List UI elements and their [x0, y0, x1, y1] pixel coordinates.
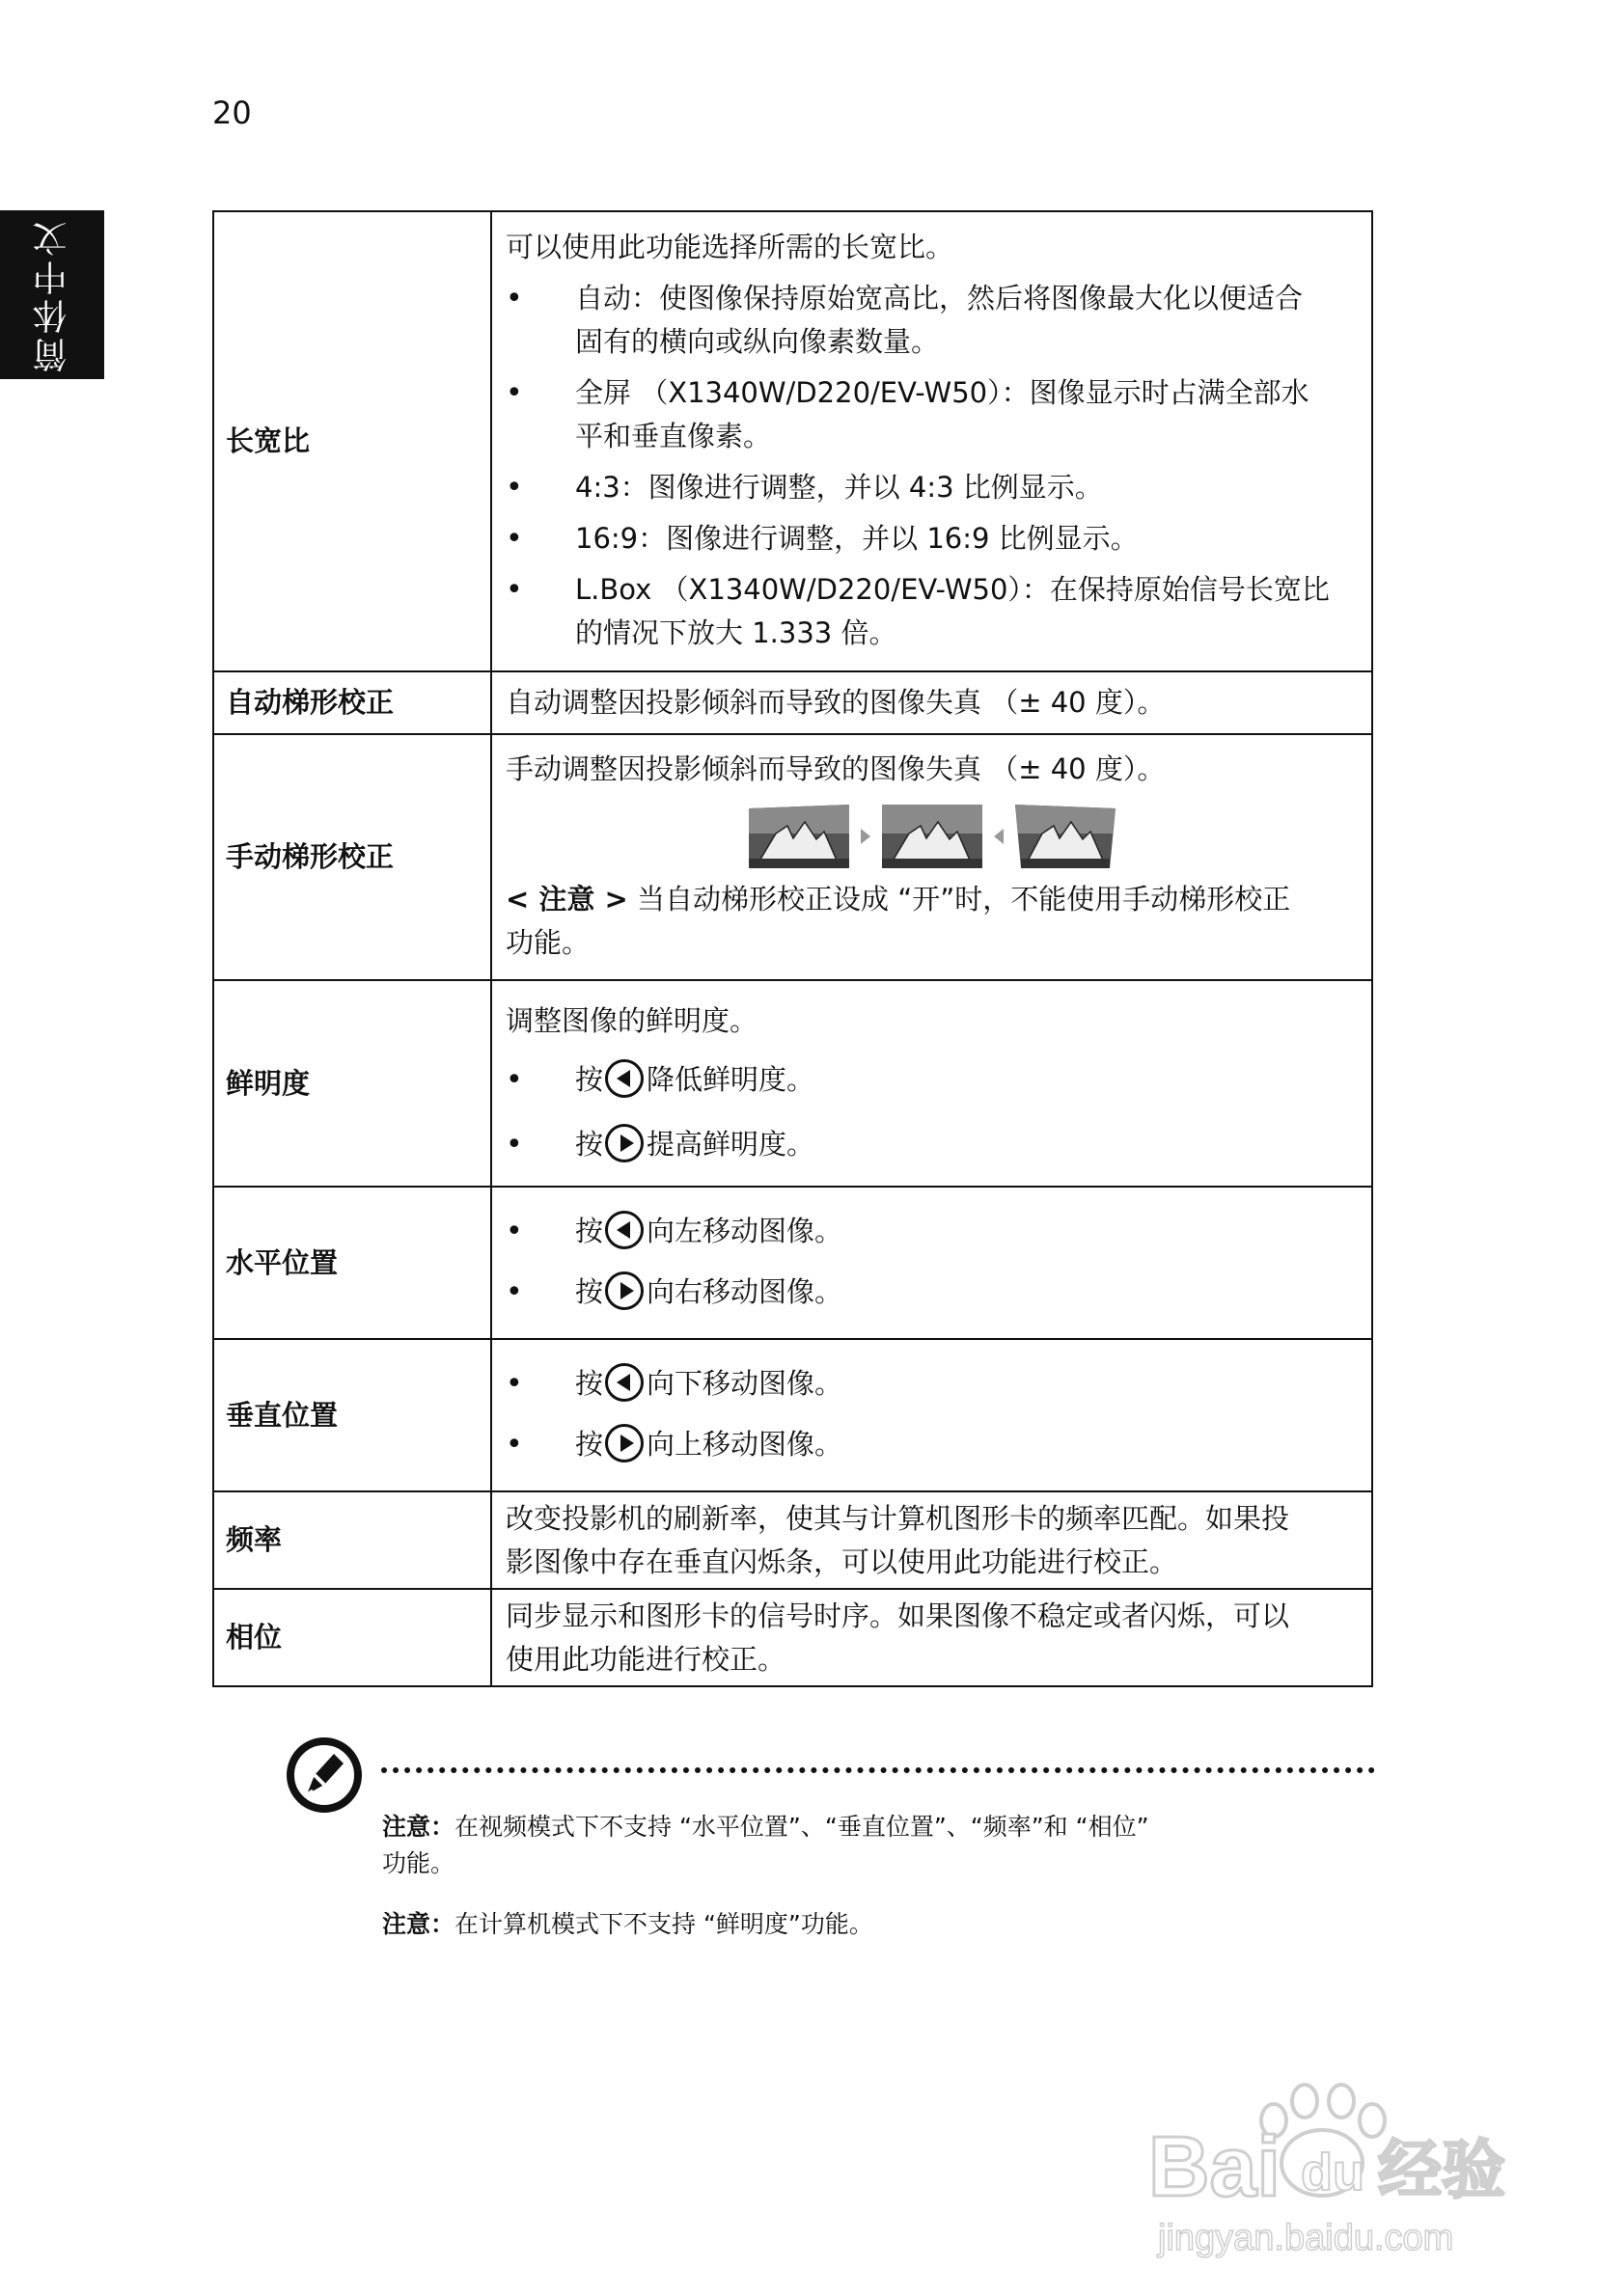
press-label: 按: [575, 1428, 604, 1461]
list-item: [506, 466, 1358, 509]
note-2: [382, 1906, 1366, 1943]
action-text: 向下移动图像。: [647, 1367, 843, 1400]
list-item: [506, 1271, 1358, 1314]
table-row: [213, 211, 1372, 671]
arrow-right-circle-icon: [605, 1271, 644, 1310]
note-pen-icon: [286, 1736, 363, 1814]
watermark-url: jingyan.baidu.com: [1158, 2218, 1454, 2258]
table-row: [213, 734, 1372, 980]
list-item-line: • 全屏 （X1340W/D220/EV-W50）：图像显示时占满全部水: [575, 376, 1309, 409]
table-row: [213, 980, 1372, 1187]
list-item: [506, 1123, 1358, 1166]
row-note-cont: 功能。: [506, 926, 591, 959]
row-description: [491, 1187, 1372, 1339]
row-label: 相位: [213, 1589, 491, 1686]
note-divider: [381, 1767, 1375, 1773]
table-row: [213, 1187, 1372, 1339]
row-label: 频率: [213, 1491, 491, 1589]
row-description: [491, 1339, 1372, 1491]
list-item-line: 固有的横向或纵向像素数量。: [575, 325, 940, 358]
keystone-illustration: [506, 805, 1358, 868]
keystone-image-left: [749, 805, 849, 868]
action-text: 向右移动图像。: [647, 1275, 843, 1308]
arrow-left-icon: [992, 825, 1006, 848]
row-intro: 调整图像的鲜明度。: [506, 1003, 758, 1037]
list-item: [506, 277, 1358, 364]
arrow-right-circle-icon: [605, 1124, 644, 1162]
press-label: 按: [575, 1127, 604, 1161]
list-item: [506, 568, 1358, 655]
action-text: 向左移动图像。: [647, 1215, 843, 1247]
note-text: 当自动梯形校正设成 “开”时，不能使用手动梯形校正: [637, 883, 1291, 916]
table-row: [213, 1491, 1372, 1589]
list-item-line: 的情况下放大 1.333 倍。: [575, 616, 897, 649]
row-label: 长宽比: [213, 211, 491, 671]
arrow-left-circle-icon: [605, 1059, 644, 1098]
row-text: 使用此功能进行校正。: [506, 1642, 786, 1676]
settings-table: [212, 210, 1373, 1687]
row-intro: 可以使用此功能选择所需的长宽比。: [506, 231, 954, 263]
note-tag: 注意：: [382, 1910, 455, 1938]
keystone-image-right: [1015, 805, 1116, 868]
press-label: 按: [575, 1062, 604, 1096]
action-text: 降低鲜明度。: [647, 1062, 815, 1096]
row-description: [491, 1589, 1372, 1686]
arrow-left-circle-icon: [605, 1211, 644, 1249]
row-description: [491, 211, 1372, 671]
note-line: [382, 1906, 1366, 1943]
side-language-tab: [0, 210, 104, 379]
keystone-image-center: [882, 805, 982, 868]
note-1: [382, 1809, 1366, 1882]
list-item: [506, 371, 1358, 458]
row-description: [491, 671, 1372, 734]
note-line: 功能。: [382, 1849, 455, 1877]
list-item-line: • 4:3：图像进行调整，并以 4:3 比例显示。: [575, 471, 1103, 504]
list-item: [506, 1423, 1358, 1466]
table-row: [213, 1339, 1372, 1491]
table-row: [213, 671, 1372, 734]
row-text: 改变投影机的刷新率，使其与计算机图形卡的频率匹配。如果投: [506, 1501, 1290, 1535]
watermark-brand2: du: [1301, 2144, 1364, 2201]
press-label: 按: [575, 1275, 604, 1308]
arrow-left-circle-icon: [605, 1363, 644, 1402]
watermark-brand-cn: 经验: [1378, 2133, 1505, 2207]
row-note: [506, 878, 1358, 921]
note-line: [382, 1809, 1366, 1845]
row-label: 自动梯形校正: [213, 671, 491, 734]
row-text: 同步显示和图形卡的信号时序。如果图像不稳定或者闪烁，可以: [506, 1599, 1290, 1632]
press-label: 按: [575, 1367, 604, 1400]
note-tag: 注意：: [382, 1813, 455, 1841]
row-label: 手动梯形校正: [213, 734, 491, 980]
arrow-right-circle-icon: [605, 1424, 644, 1462]
table-row: [213, 1589, 1372, 1686]
watermark-brand: Bai: [1148, 2118, 1281, 2214]
row-text: 手动调整因投影倾斜而导致的图像失真 （± 40 度）。: [506, 752, 1166, 785]
note-tag: < 注意 >: [506, 883, 628, 916]
row-label: 水平位置: [213, 1187, 491, 1339]
action-text: 向上移动图像。: [647, 1428, 843, 1461]
side-tab-label: 简体中文: [32, 217, 72, 372]
list-item-line: • 自动：使图像保持原始宽高比，然后将图像最大化以便适合: [575, 282, 1304, 314]
list-item-line: • L.Box （X1340W/D220/EV-W50）：在保持原始信号长宽比: [575, 573, 1330, 606]
row-text: 自动调整因投影倾斜而导致的图像失真 （± 40 度）。: [506, 686, 1166, 719]
action-text: 提高鲜明度。: [647, 1127, 815, 1161]
baidu-watermark: [1129, 2074, 1534, 2267]
list-item: [506, 1362, 1358, 1406]
row-label: 鲜明度: [213, 980, 491, 1187]
row-description: [491, 1491, 1372, 1589]
row-text: 影图像中存在垂直闪烁条，可以使用此功能进行校正。: [506, 1544, 1178, 1578]
list-item-line: 平和垂直像素。: [575, 420, 772, 452]
list-item: [506, 517, 1358, 560]
row-description: [491, 734, 1372, 980]
list-item-line: • 16:9：图像进行调整，并以 16:9 比例显示。: [575, 522, 1139, 555]
arrow-right-icon: [859, 825, 872, 848]
page-number: 20: [212, 95, 252, 131]
list-item: [506, 1210, 1358, 1253]
note-text: 在计算机模式下不支持 “鲜明度”功能。: [455, 1910, 873, 1938]
press-label: 按: [575, 1215, 604, 1247]
list-item: [506, 1058, 1358, 1102]
row-label: 垂直位置: [213, 1339, 491, 1491]
row-description: [491, 980, 1372, 1187]
note-text: 在视频模式下不支持 “水平位置”、“垂直位置”、“频率”和 “相位”: [455, 1813, 1149, 1841]
